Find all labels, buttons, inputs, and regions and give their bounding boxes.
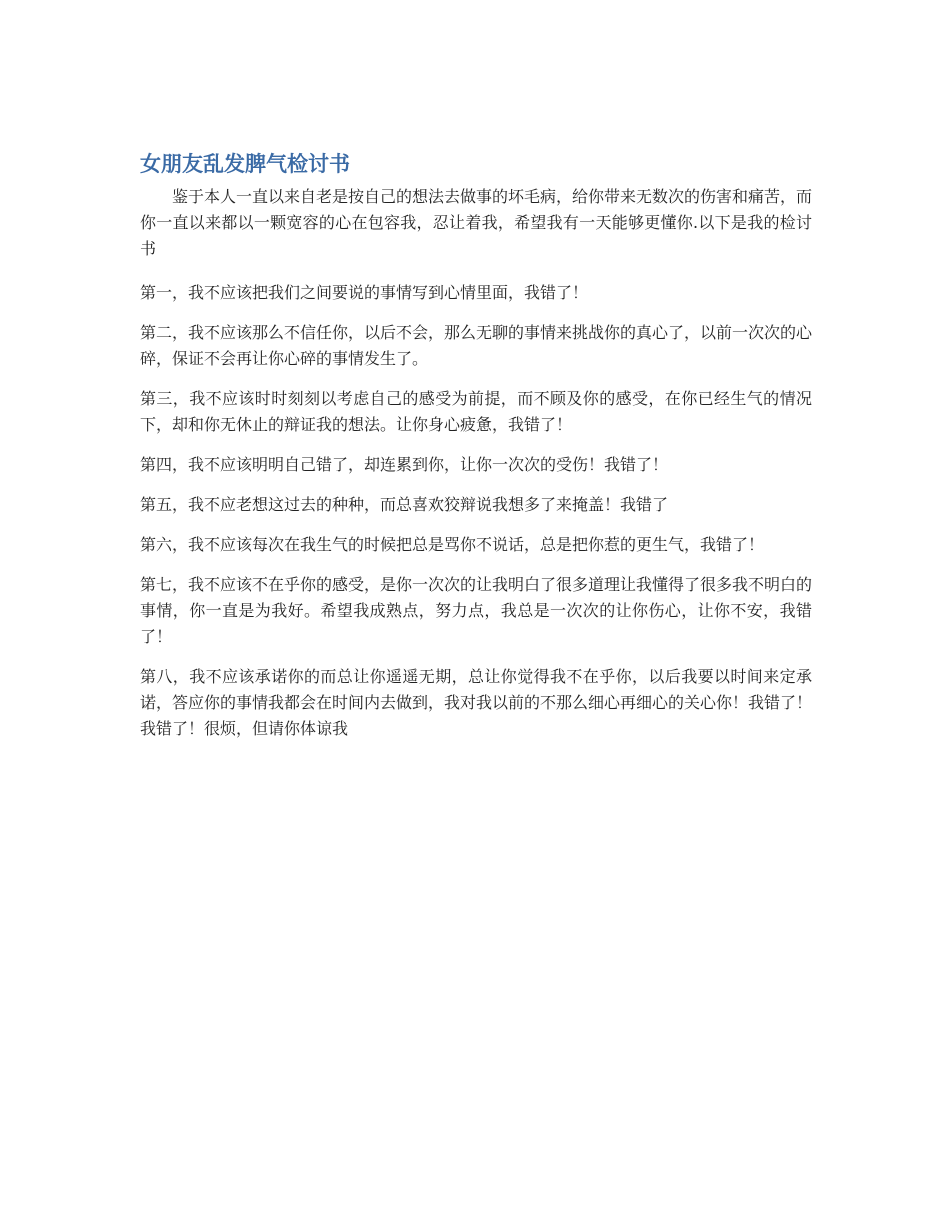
intro-paragraph: 鉴于本人一直以来自老是按自己的想法去做事的坏毛病，给你带来无数次的伤害和痛苦，而你一直以来都以一颗宽容的心在包容我，忍让着我，希望我有一天能够更懂你.以下是我的检讨书 xyxy=(140,187,813,258)
item-paragraph-3: 第三，我不应该时时刻刻以考虑自己的感受为前提，而不顾及你的感受，在你已经生气的情况下，却和你无休止的辩证我的想法。让你身心疲惫，我错了！ xyxy=(140,389,812,434)
document-title: 女朋友乱发脾气检讨书 xyxy=(140,152,350,176)
item-paragraph-2: 第二，我不应该那么不信任你，以后不会，那么无聊的事情来挑战你的真心了，以前一次次的心碎，保证不会再让你心碎的事情发生了。 xyxy=(140,323,813,368)
item-paragraph-7: 第七，我不应该不在乎你的感受，是你一次次的让我明白了很多道理让我懂得了很多我不明白的事情，你一直是为我好。希望我成熟点，努力点，我总是一次次的让你伤心，让你不安，我错了！ xyxy=(140,575,813,646)
item-paragraph-8: 第八，我不应该承诺你的而总让你遥遥无期，总让你觉得我不在乎你，以后我要以时间来定承诺，答应你的事情我都会在时间内去做到，我对我以前的不那么细心再细心的关心你！我错了！我错了！很烦，但请你体谅我 xyxy=(140,667,813,738)
document-body xyxy=(140,148,812,756)
item-paragraph-6: 第六，我不应该每次在我生气的时候把总是骂你不说话，总是把你惹的更生气，我错了！ xyxy=(140,535,765,554)
item-paragraph-4: 第四，我不应该明明自己错了，却连累到你，让你一次次的受伤！我错了！ xyxy=(140,455,669,474)
item-paragraph-5: 第五，我不应老想这过去的种种，而总喜欢狡辩说我想多了来掩盖！我错了 xyxy=(140,495,669,514)
item-paragraph-1: 第一，我不应该把我们之间要说的事情写到心情里面，我错了！ xyxy=(140,283,589,302)
